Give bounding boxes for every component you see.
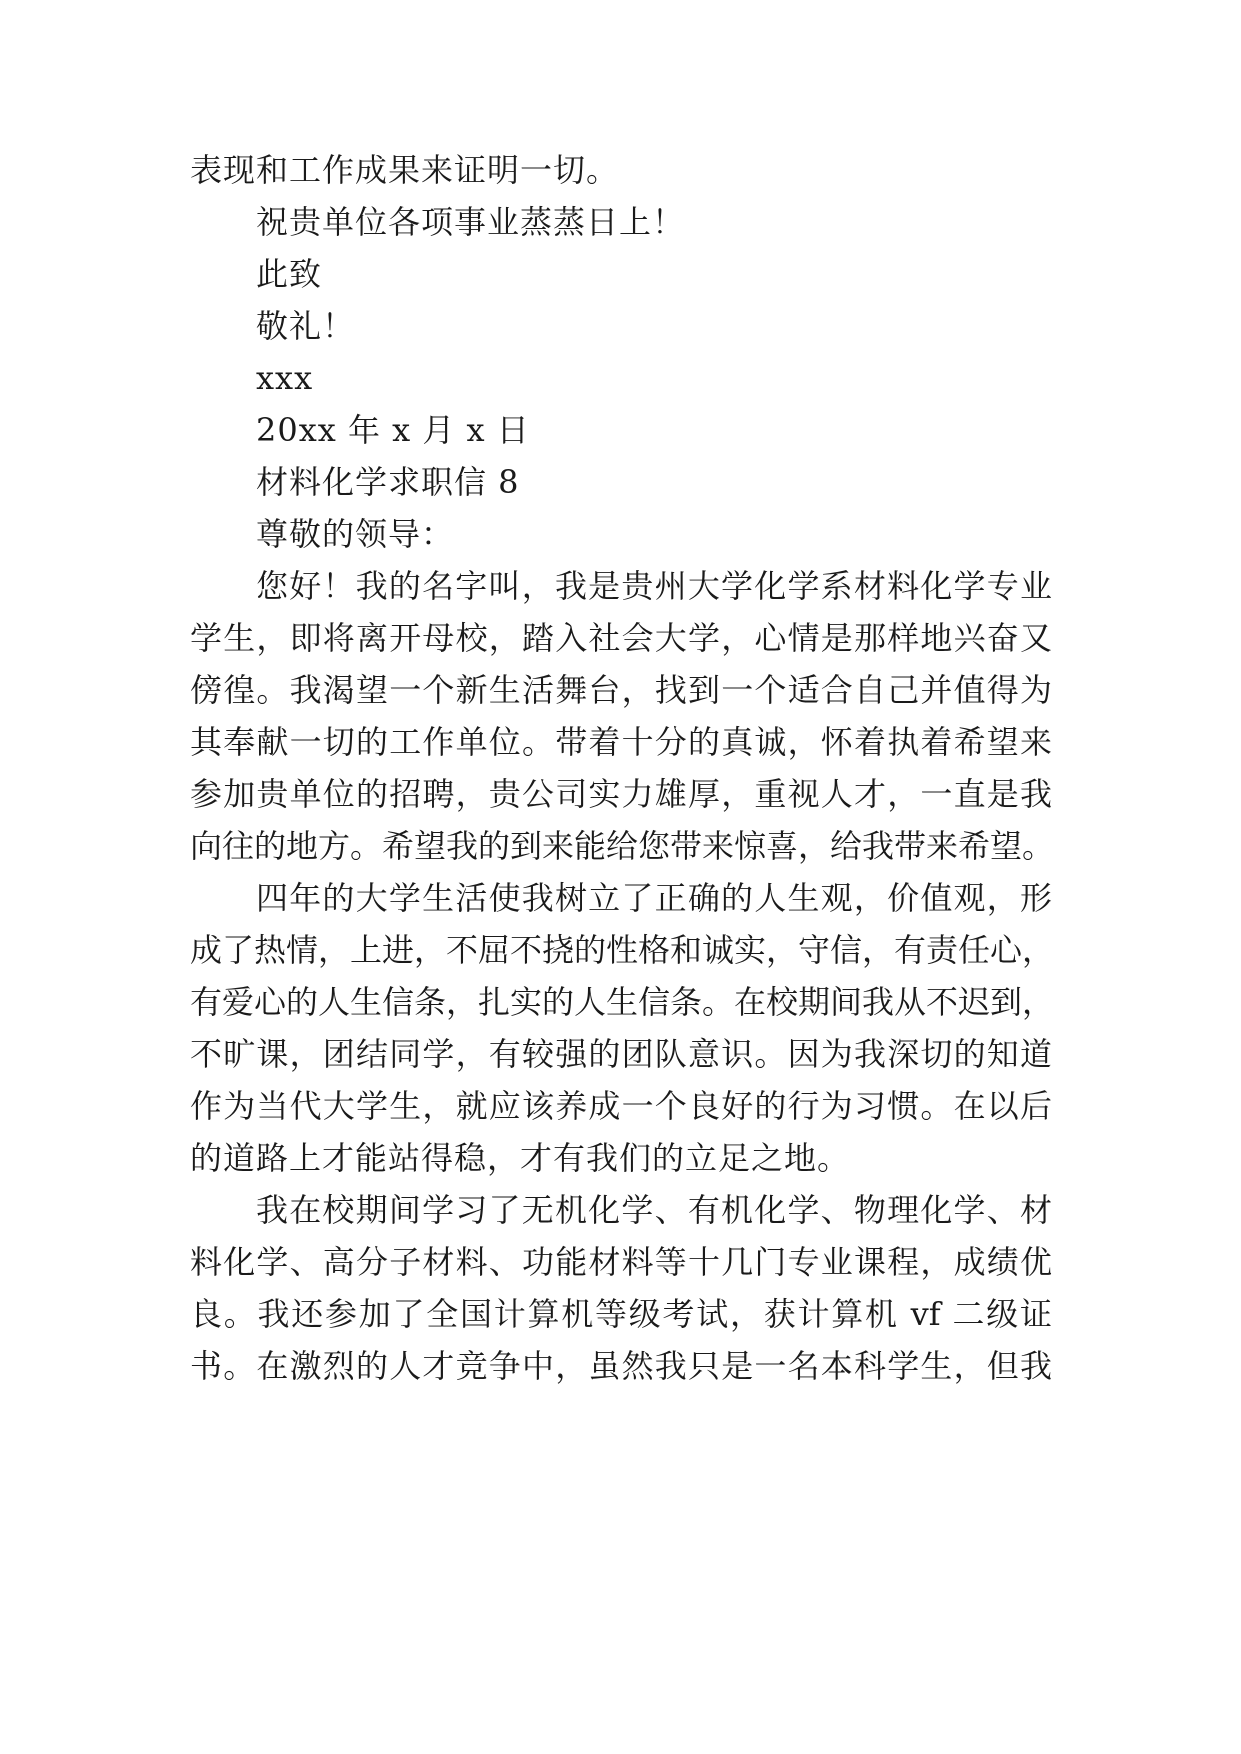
text-line: 有爱心的人生信条，扎实的人生信条。在校期间我从不迟到，	[190, 983, 1055, 1021]
text-line: 作为当代大学生，就应该养成一个良好的行为习惯。在以后	[190, 1087, 1052, 1125]
text-line: 的道路上才能站得稳，才有我们的立足之地。	[190, 1139, 851, 1177]
text-line: 表现和工作成果来证明一切。	[190, 151, 620, 189]
text-line: 20xx 年 x 月 x 日	[256, 411, 530, 449]
text-line: 四年的大学生活使我树立了正确的人生观，价值观，形	[256, 879, 1052, 917]
text-line: 傍徨。我渴望一个新生活舞台，找到一个适合自己并值得为	[190, 671, 1052, 709]
text-line: 尊敬的领导：	[256, 515, 455, 553]
text-line: xxx	[256, 359, 314, 397]
text-line: 您好！我的名字叫，我是贵州大学化学系材料化学专业	[256, 567, 1052, 605]
text-line: 参加贵单位的招聘，贵公司实力雄厚，重视人才，一直是我	[190, 775, 1052, 813]
text-line: 我在校期间学习了无机化学、有机化学、物理化学、材	[256, 1191, 1052, 1229]
text-line: 材料化学求职信 8	[256, 463, 520, 501]
text-line: 料化学、高分子材料、功能材料等十几门专业课程，成绩优	[190, 1243, 1052, 1281]
text-line: 学生，即将离开母校，踏入社会大学，心情是那样地兴奋又	[190, 619, 1052, 657]
text-line: 书。在激烈的人才竞争中，虽然我只是一名本科学生，但我	[190, 1347, 1052, 1385]
text-line: 祝贵单位各项事业蒸蒸日上！	[256, 203, 686, 241]
text-line: 良。我还参加了全国计算机等级考试，获计算机 vf 二级证	[190, 1295, 1052, 1333]
text-line: 成了热情，上进，不屈不挠的性格和诚实，守信，有责任心，	[190, 931, 1055, 969]
text-line: 此致	[256, 255, 323, 293]
text-line: 向往的地方。希望我的到来能给您带来惊喜，给我带来希望。	[190, 827, 1055, 865]
text-line: 不旷课，团结同学，有较强的团队意识。因为我深切的知道	[190, 1035, 1052, 1073]
text-line: 其奉献一切的工作单位。带着十分的真诚，怀着执着希望来	[190, 723, 1052, 761]
text-line: 敬礼！	[256, 307, 356, 345]
